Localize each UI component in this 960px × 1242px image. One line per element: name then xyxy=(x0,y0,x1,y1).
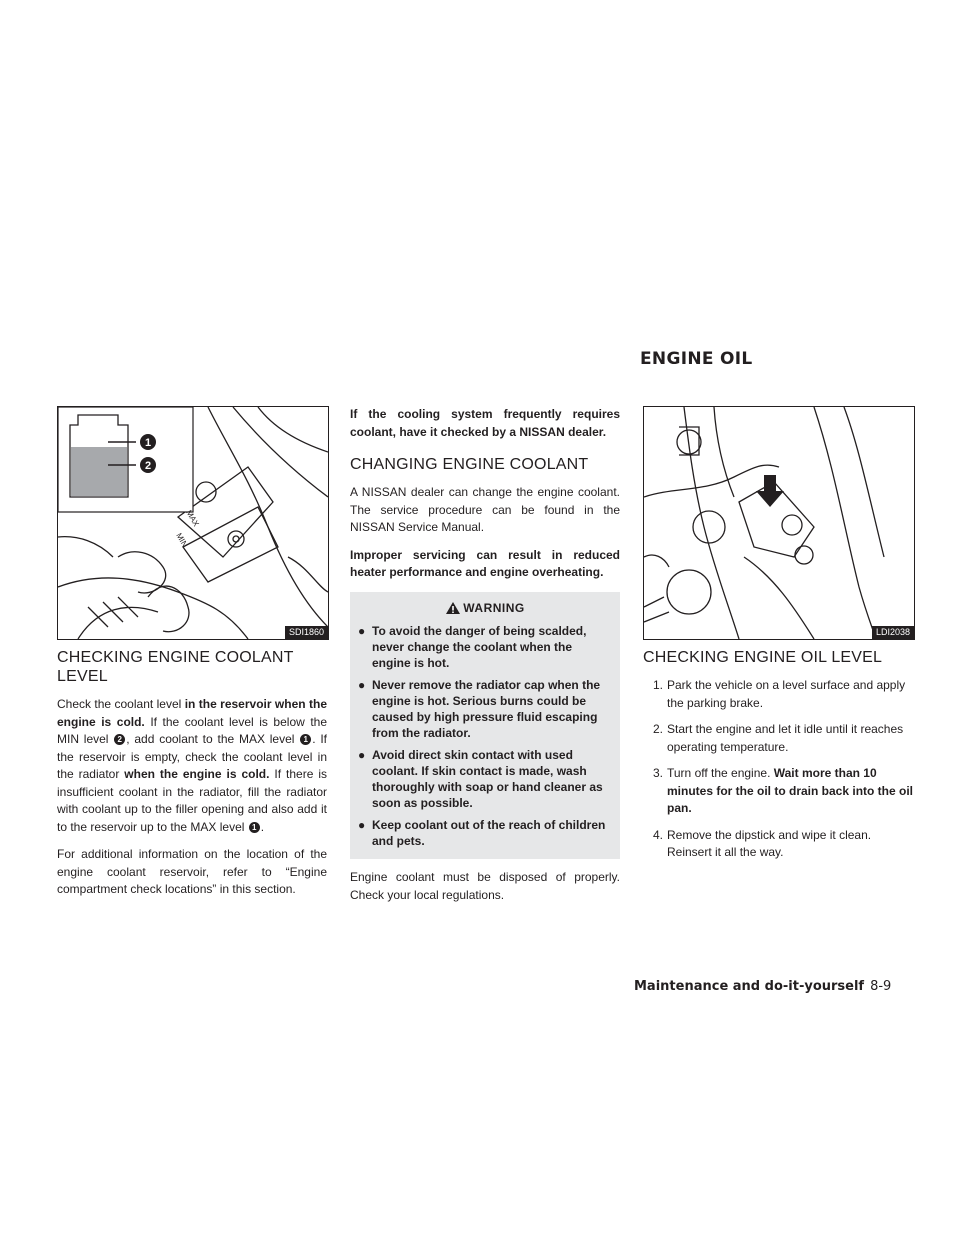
list-item: 1. Park the vehicle on a level surface and apply the parking brake. xyxy=(652,678,906,710)
oil-check-steps xyxy=(643,677,913,862)
callout-1-inline: 1 xyxy=(249,822,260,833)
coolant-reservoir-figure xyxy=(57,406,329,640)
bullet-icon: ● xyxy=(358,678,366,692)
callout-1-inline: 1 xyxy=(300,734,311,745)
column-coolant-level xyxy=(57,406,327,909)
disposal-paragraph: Engine coolant must be disposed of properly. Check your local regulations. xyxy=(350,870,620,902)
callout-2-inline: 2 xyxy=(114,734,125,745)
list-item: 3. Turn off the engine. Wait more than 10 minutes for the oil to drain back into the oil pan. xyxy=(652,766,914,815)
page-number: 8-9 xyxy=(870,979,892,994)
warning-item: ● Keep coolant out of the reach of children and pets. xyxy=(358,818,606,848)
chapter-title: Maintenance and do-it-yourself xyxy=(634,979,865,994)
heading-checking-coolant: CHECKING ENGINE COOLANT LEVEL xyxy=(57,649,294,685)
callout-1: 1 xyxy=(144,437,152,449)
warning-item: ● To avoid the danger of being scalded, never change the coolant when the engine is hot. xyxy=(358,624,587,670)
warning-item: ● Never remove the radiator cap when the engine is hot. Serious burns could be caused by high pressure fluid escaping from the radiator. xyxy=(358,678,601,740)
warning-icon xyxy=(445,601,461,615)
oil-dipstick-figure xyxy=(643,406,915,640)
column-changing-coolant xyxy=(350,406,620,914)
coolant-reservoir-illustration xyxy=(58,407,328,639)
list-item: 2. Start the engine and let it idle until it reaches operating temperature. xyxy=(652,722,904,754)
column-oil-level xyxy=(643,406,913,871)
warning-title: WARNING xyxy=(358,600,612,618)
heading-checking-oil: CHECKING ENGINE OIL LEVEL xyxy=(643,649,883,666)
heading-changing-coolant: CHANGING ENGINE COOLANT xyxy=(350,456,589,473)
improper-servicing-note: Improper servicing can result in reduced heater performance and engine overheating. xyxy=(350,547,620,579)
dealer-paragraph: A NISSAN dealer can change the engine coolant. The service procedure can be found in the NISSAN Service Manual. xyxy=(350,485,620,534)
additional-info-paragraph: For additional information on the location of the engine coolant reservoir, refer to “Engine compartment check locations” in this section. xyxy=(57,847,327,896)
section-header: ENGINE OIL xyxy=(640,349,753,369)
list-item: 4. Remove the dipstick and wipe it clean. Reinsert it all the way. xyxy=(652,827,872,859)
warning-item: ● Avoid direct skin contact with used coolant. If skin contact is made, wash thoroughly with soap or hand cleaner as soon as possible. xyxy=(358,748,603,810)
min-label: MIN xyxy=(174,531,190,549)
coolant-paragraph: Check the coolant level in the reservoir when the engine is cold. If the coolant level is below the MIN level 2 , add coolant to the MAX level 1 . If the reservoir is empty, check the coolant level in the radiator when the engine is cold. If there is insufficient coolant in the radiator, fill the radiator with coolant up to the filler opening and also add it to the reservoir up to the MAX level 1 . xyxy=(57,697,328,834)
page-footer xyxy=(634,979,891,994)
max-label: MAX xyxy=(184,508,201,529)
callout-2: 2 xyxy=(144,460,152,472)
figure-code: SDI1860 xyxy=(285,626,328,639)
figure-code: LDI2038 xyxy=(872,626,914,639)
warning-box xyxy=(350,592,620,860)
bullet-icon: ● xyxy=(358,748,366,762)
frequent-coolant-note: If the cooling system frequently requires coolant, have it checked by a NISSAN dealer. xyxy=(350,407,620,439)
bullet-icon: ● xyxy=(358,624,366,638)
bullet-icon: ● xyxy=(358,818,366,832)
engine-oil-illustration xyxy=(644,407,914,639)
